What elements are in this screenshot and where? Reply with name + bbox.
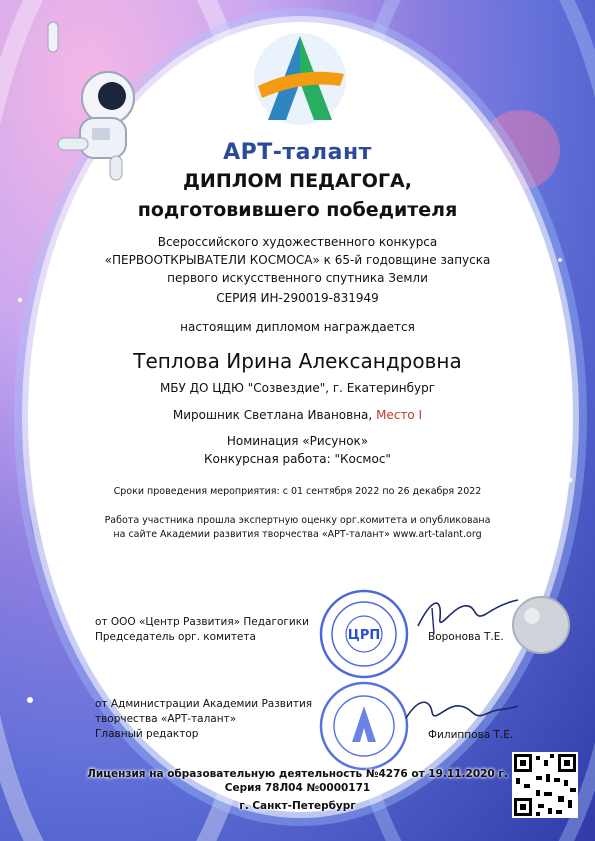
city: г. Санкт-Петербург (239, 800, 356, 812)
series-number: СЕРИЯ ИН-290019-831949 (216, 291, 379, 305)
signatory-2-name: Филиппова Т.Е. (428, 729, 514, 741)
brand-name: АРТ-талант (223, 140, 372, 165)
signatory-2-line-3: Главный редактор (95, 728, 199, 740)
contest-work: Конкурсная работа: "Космос" (204, 452, 391, 466)
awarded-text: настоящим дипломом награждается (180, 320, 415, 334)
qr-code-icon[interactable] (512, 752, 578, 818)
art-talant-logo-icon (252, 28, 348, 130)
contest-line-3: первого искусственного спутника Земли (167, 271, 428, 285)
nomination: Номинация «Рисунок» (226, 434, 369, 448)
signatory-1-line-1: от ООО «Центр Развития» Педагогики (95, 616, 309, 628)
license-line-2: Серия 78Л04 №0000171 (224, 782, 371, 794)
signature-1 (412, 588, 522, 638)
signatory-2-line-2: творчества «АРТ-талант» (95, 713, 237, 725)
contest-line-1: Всероссийского художественного конкурса (157, 235, 438, 249)
license-info (0, 767, 595, 795)
diploma-title: ДИПЛОМ ПЕДАГОГА, (183, 170, 412, 192)
recipient-name: Теплова Ирина Александровна (133, 349, 462, 373)
license-line-1: Лицензия на образовательную деятельность №4276 от 19.11.2020 г. (87, 768, 508, 780)
contest-line-2: «ПЕРВООТКРЫВАТЕЛИ КОСМОСА» к 65-й годовщине запуска (104, 253, 491, 267)
expert-line-1: Работа участника прошла экспертную оценку орг.комитета и опубликована (104, 515, 491, 526)
participant-name: Мирошник Светлана Ивановна, (172, 408, 373, 422)
signatory-2-label (95, 697, 312, 742)
participant-line (0, 408, 595, 422)
crp-stamp-icon (318, 588, 410, 680)
diploma-subtitle: подготовившего победителя (137, 199, 458, 221)
expert-review-note (0, 514, 595, 542)
expert-line-2: на сайте Академии развития творчества «АРТ-талант» www.art-talant.org (113, 529, 482, 540)
signatory-1-line-2: Председатель орг. комитета (95, 631, 256, 643)
contest-description (0, 233, 595, 287)
art-talant-stamp-icon (318, 680, 410, 772)
signatory-1-name: Воронова Т.Е. (428, 631, 504, 643)
event-dates: Сроки проведения мероприятия: с 01 сентября 2022 по 26 декабря 2022 (113, 486, 482, 497)
signatory-2-line-1: от Администрации Академии Развития (95, 698, 313, 710)
signature-2 (402, 690, 522, 730)
place-badge: Место I (376, 408, 423, 422)
organization: МБУ ДО ЦДЮ "Созвездие", г. Екатеринбург (159, 381, 436, 395)
svg-text:ЦРП: ЦРП (347, 628, 381, 643)
signatory-1-label (95, 615, 309, 645)
